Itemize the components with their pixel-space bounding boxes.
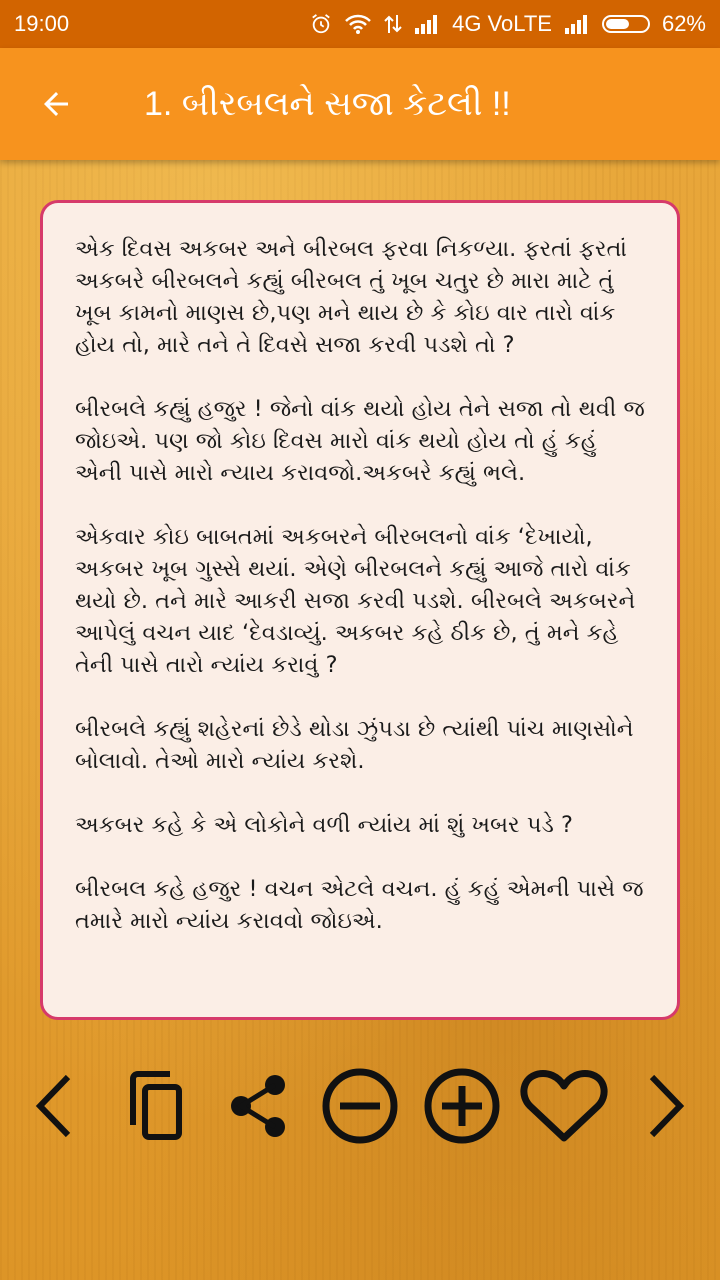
share-icon (227, 1072, 289, 1140)
story-paragraph: બીરબલે કહ્યું શહેરનાં છેડે થોડા ઝુંપડા છે ત્યાંથી પાંચ માણસોને બોલાવો. તેઓ મારો ન્યાંય કરશે. (75, 716, 634, 774)
battery-percent: 62% (661, 11, 706, 36)
back-button[interactable] (0, 48, 112, 160)
page-title: 1. બીરબલને સજા કેટલી !! (144, 84, 511, 123)
signal-icon (414, 14, 440, 34)
zoom-in-icon (422, 1066, 502, 1146)
status-bar (0, 0, 720, 48)
story-card (40, 200, 680, 1020)
story-paragraph: એક દિવસ અકબર અને બીરબલ ફરવા નિકળ્યા. ફરતાં ફરતાં અકબરે બીરબલને કહ્યું બીરબલ તું ખૂબ ચતુર છે મારા માટે તું ખૂબ કામનો માણસ છે,પણ મને થાય છે કે કોઇ વાર તારો વાંક હોય તો, મારે તને તે દિવસે સજા કરવી પડશે તો ? (75, 236, 627, 358)
previous-button[interactable] (14, 1056, 94, 1156)
bottom-toolbar (0, 1048, 720, 1164)
previous-icon (32, 1071, 76, 1141)
next-button[interactable] (626, 1056, 706, 1156)
favorite-icon (520, 1068, 608, 1144)
status-right (310, 11, 706, 37)
story-paragraph: બીરબલે કહ્યું હજુર ! જેનો વાંક થયો હોય તેને સજા તો થવી જ જોઇએ. પણ જો કોઇ દિવસ મારો વાંક થયો હોય તો હું કહું એની પાસે મારો ન્યાય કરાવજો.અકબરે કહ્યું ભલે. (75, 396, 645, 486)
zoom-in-button[interactable] (422, 1056, 502, 1156)
favorite-button[interactable] (524, 1056, 604, 1156)
signal-icon-2 (564, 14, 590, 34)
status-left (14, 11, 69, 37)
copy-icon (125, 1071, 187, 1141)
zoom-out-button[interactable] (320, 1056, 400, 1156)
next-icon (644, 1071, 688, 1141)
battery-fill (606, 19, 629, 29)
story-paragraph: એકવાર કોઇ બાબતમાં અકબરને બીરબલનો વાંક ‘દેખાયો, અકબર ખૂબ ગુસ્સે થયાં. એણે બીરબલને કહ્યું આજે તારો વાંક થયો છે. તને મારે આકરી સજા કરવી પડશે. બીરબલે અકબરને આપેલું વચન યાદ ‘દેવડાવ્યું. અકબર કહે ઠીક છે, તું મને કહે તેની પાસે તારો ન્યાંય કરાવું ? (75, 524, 636, 678)
alarm-icon (310, 13, 332, 35)
story-paragraph: અકબર કહે કે એ લોકોને વળી ન્યાંય માં શું ખબર પડે ? (75, 812, 573, 838)
zoom-out-icon (320, 1066, 400, 1146)
story-paragraph: બીરબલ કહે હજુર ! વચન એટલે વચન. હું કહું એમની પાસે જ તમારે મારો ન્યાંય કરાવવો જોઇએ. (75, 876, 644, 934)
wifi-icon (344, 13, 372, 35)
network-label: 4G VoLTE (452, 11, 552, 36)
data-transfer-icon (384, 13, 402, 35)
arrow-back-icon (38, 86, 74, 122)
status-time: 19:00 (14, 11, 70, 36)
battery-icon (602, 15, 650, 33)
share-button[interactable] (218, 1056, 298, 1156)
app-bar (0, 48, 720, 160)
copy-button[interactable] (116, 1056, 196, 1156)
